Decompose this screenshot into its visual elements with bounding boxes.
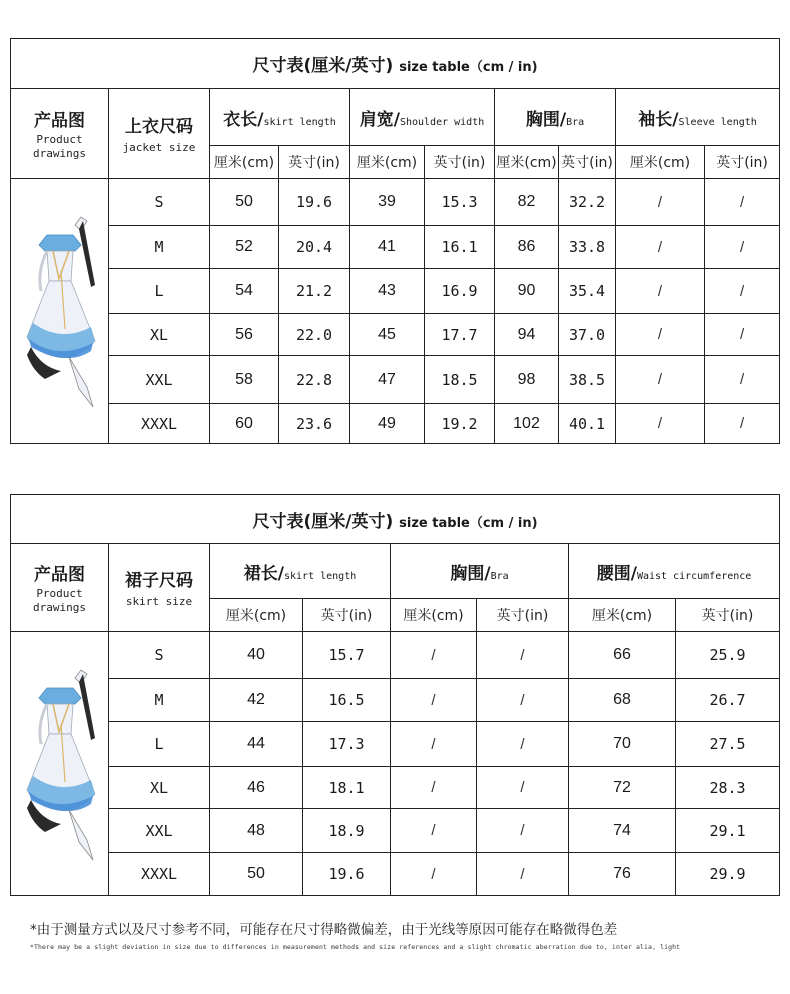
value-cell: /: [391, 632, 477, 679]
size-cell: XL: [109, 314, 210, 356]
product-header: [11, 544, 109, 632]
dress-illustration-icon: [17, 664, 103, 864]
unit-in: 英寸(in): [279, 146, 350, 179]
value-cell: 46: [210, 767, 303, 809]
value-cell: 90: [495, 269, 559, 314]
value-cell: /: [616, 314, 705, 356]
dress-illustration-icon: [17, 211, 103, 411]
table-row: [11, 356, 780, 404]
value-cell: 48: [210, 809, 303, 853]
value-cell: /: [477, 853, 569, 896]
unit-in: 英寸(in): [425, 146, 495, 179]
size-cell: XXXL: [109, 404, 210, 444]
value-cell: 50: [210, 179, 279, 226]
unit-cm: 厘米(cm): [210, 146, 279, 179]
value-cell: 29.1: [676, 809, 780, 853]
value-cell: /: [477, 722, 569, 767]
value-cell: 19.2: [425, 404, 495, 444]
size-header: [109, 89, 210, 179]
skirt-size-table: [10, 494, 780, 896]
value-cell: /: [705, 226, 780, 269]
note-cn: *由于测量方式以及尺寸参考不同，可能存在尺寸得略微偏差，由于光线等原因可能存在略微得色差: [30, 922, 618, 938]
product-image: [11, 632, 109, 896]
col-group-bust: 胸围/Bra: [391, 544, 569, 599]
value-cell: 45: [350, 314, 425, 356]
col-group-length: 衣长/skirt length: [210, 89, 350, 146]
unit-in: 英寸(in): [676, 599, 780, 632]
value-cell: 21.2: [279, 269, 350, 314]
value-cell: 16.5: [303, 679, 391, 722]
title-en: size table（cm / in): [399, 60, 538, 75]
value-cell: 33.8: [559, 226, 616, 269]
value-cell: 22.8: [279, 356, 350, 404]
unit-in: 英寸(in): [559, 146, 616, 179]
unit-cm: 厘米(cm): [210, 599, 303, 632]
value-cell: /: [391, 767, 477, 809]
value-cell: /: [616, 356, 705, 404]
note-en: *There may be a slight deviation in size due to differences in measurement methods and size references and a slight chromatic aberration due to, inter alia, light: [30, 943, 681, 951]
table-row: [11, 269, 780, 314]
value-cell: /: [477, 632, 569, 679]
value-cell: 44: [210, 722, 303, 767]
value-cell: 27.5: [676, 722, 780, 767]
value-cell: 49: [350, 404, 425, 444]
value-cell: 15.3: [425, 179, 495, 226]
size-header-cn: 裙子尺码: [125, 571, 193, 591]
unit-in: 英寸(in): [705, 146, 780, 179]
value-cell: 26.7: [676, 679, 780, 722]
value-cell: 60: [210, 404, 279, 444]
size-header-cn: 上衣尺码: [125, 117, 193, 137]
value-cell: /: [477, 679, 569, 722]
title-en: size table（cm / in): [399, 515, 538, 531]
col-group-waist: 腰围/Waist circumference: [569, 544, 780, 599]
value-cell: 18.1: [303, 767, 391, 809]
value-cell: 68: [569, 679, 676, 722]
size-cell: XXL: [109, 356, 210, 404]
size-cell: XXXL: [109, 853, 210, 896]
table-row: [11, 767, 780, 809]
table-title: [11, 495, 780, 544]
size-cell: M: [109, 226, 210, 269]
value-cell: /: [705, 356, 780, 404]
value-cell: 17.7: [425, 314, 495, 356]
table-row: [11, 179, 780, 226]
unit-cm: 厘米(cm): [391, 599, 477, 632]
value-cell: /: [616, 269, 705, 314]
col-group-bust: 胸围/Bra: [495, 89, 616, 146]
value-cell: 102: [495, 404, 559, 444]
product-header-cn: 产品图: [34, 565, 85, 585]
value-cell: 16.9: [425, 269, 495, 314]
jacket-size-table: [10, 38, 780, 444]
product-header-en: Product drawings: [33, 133, 86, 160]
value-cell: 56: [210, 314, 279, 356]
value-cell: 58: [210, 356, 279, 404]
value-cell: 39: [350, 179, 425, 226]
value-cell: /: [705, 179, 780, 226]
size-header: [109, 544, 210, 632]
table-row: [11, 404, 780, 444]
table-title: [11, 39, 780, 89]
value-cell: 20.4: [279, 226, 350, 269]
value-cell: /: [705, 314, 780, 356]
value-cell: /: [705, 404, 780, 444]
value-cell: /: [391, 722, 477, 767]
product-header-cn: 产品图: [34, 111, 85, 131]
table-row: [11, 853, 780, 896]
size-cell: M: [109, 679, 210, 722]
value-cell: 50: [210, 853, 303, 896]
unit-cm: 厘米(cm): [616, 146, 705, 179]
value-cell: 29.9: [676, 853, 780, 896]
table-row: [11, 679, 780, 722]
table-row: [11, 314, 780, 356]
value-cell: 54: [210, 269, 279, 314]
value-cell: 22.0: [279, 314, 350, 356]
value-cell: 38.5: [559, 356, 616, 404]
value-cell: 98: [495, 356, 559, 404]
col-group-skirt-length: 裙长/skirt length: [210, 544, 391, 599]
col-group-shoulder: 肩宽/Shoulder width: [350, 89, 495, 146]
value-cell: 25.9: [676, 632, 780, 679]
value-cell: 76: [569, 853, 676, 896]
title-cn: 尺寸表(厘米/英寸): [252, 511, 394, 532]
size-cell: L: [109, 269, 210, 314]
value-cell: 40: [210, 632, 303, 679]
value-cell: 94: [495, 314, 559, 356]
value-cell: 74: [569, 809, 676, 853]
title-cn: 尺寸表(厘米/英寸): [252, 56, 394, 76]
product-header: [11, 89, 109, 179]
table-row: [11, 722, 780, 767]
unit-in: 英寸(in): [303, 599, 391, 632]
value-cell: /: [616, 404, 705, 444]
size-header-en: jacket size: [122, 141, 196, 154]
value-cell: /: [616, 226, 705, 269]
value-cell: 70: [569, 722, 676, 767]
value-cell: 37.0: [559, 314, 616, 356]
table-row: [11, 632, 780, 679]
value-cell: /: [705, 269, 780, 314]
product-image: [11, 179, 109, 444]
value-cell: 15.7: [303, 632, 391, 679]
value-cell: 72: [569, 767, 676, 809]
value-cell: 35.4: [559, 269, 616, 314]
col-group-sleeve: 袖长/Sleeve length: [616, 89, 780, 146]
value-cell: 47: [350, 356, 425, 404]
unit-cm: 厘米(cm): [350, 146, 425, 179]
value-cell: /: [391, 809, 477, 853]
value-cell: /: [477, 767, 569, 809]
value-cell: 23.6: [279, 404, 350, 444]
value-cell: /: [616, 179, 705, 226]
value-cell: 40.1: [559, 404, 616, 444]
value-cell: 42: [210, 679, 303, 722]
value-cell: 32.2: [559, 179, 616, 226]
value-cell: 86: [495, 226, 559, 269]
size-header-en: skirt size: [125, 595, 193, 608]
size-cell: XL: [109, 767, 210, 809]
product-header-en: Product drawings: [33, 587, 86, 614]
size-cell: L: [109, 722, 210, 767]
value-cell: 82: [495, 179, 559, 226]
value-cell: 19.6: [303, 853, 391, 896]
value-cell: 17.3: [303, 722, 391, 767]
value-cell: /: [391, 853, 477, 896]
value-cell: 66: [569, 632, 676, 679]
value-cell: 41: [350, 226, 425, 269]
value-cell: 28.3: [676, 767, 780, 809]
unit-cm: 厘米(cm): [495, 146, 559, 179]
value-cell: 43: [350, 269, 425, 314]
value-cell: /: [391, 679, 477, 722]
unit-in: 英寸(in): [477, 599, 569, 632]
size-cell: S: [109, 632, 210, 679]
size-cell: S: [109, 179, 210, 226]
value-cell: 18.9: [303, 809, 391, 853]
table-row: [11, 809, 780, 853]
value-cell: 52: [210, 226, 279, 269]
value-cell: /: [477, 809, 569, 853]
size-cell: XXL: [109, 809, 210, 853]
value-cell: 18.5: [425, 356, 495, 404]
value-cell: 19.6: [279, 179, 350, 226]
table-row: [11, 226, 780, 269]
unit-cm: 厘米(cm): [569, 599, 676, 632]
value-cell: 16.1: [425, 226, 495, 269]
